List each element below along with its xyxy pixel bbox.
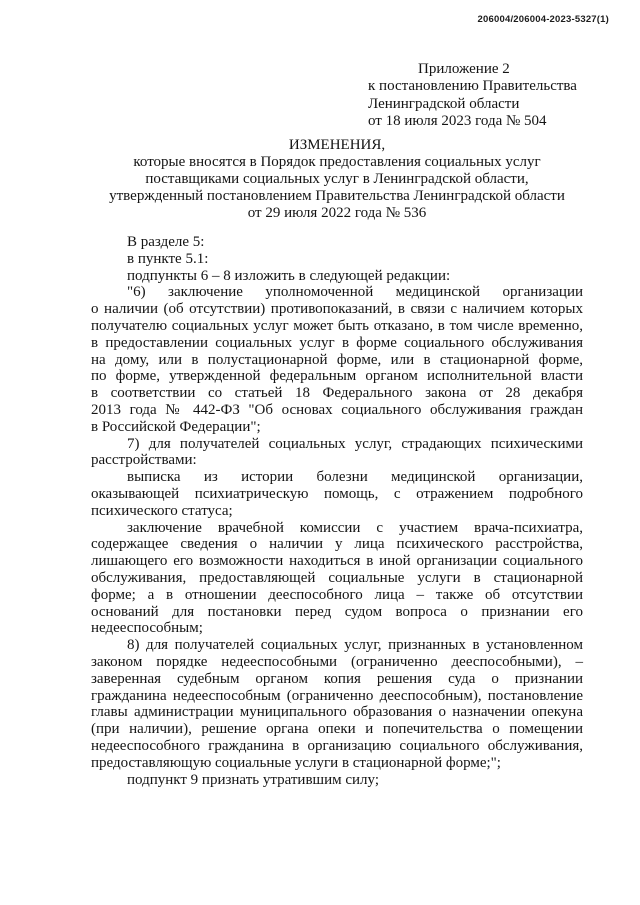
appendix-line: Ленинградской области: [368, 95, 520, 112]
appendix-number: Приложение 2: [418, 61, 510, 77]
paragraph-line: выписка из истории болезни медицинской организации,: [127, 469, 583, 486]
subpoint-6-paragraph: [91, 284, 583, 435]
paragraph-line: (при наличии), решение органа опеки и попечительства о помещении: [91, 721, 583, 738]
paragraph-line: о наличии (об отсутствии) противопоказаний, в связи с наличием которых: [91, 301, 583, 318]
subpoint-7-paragraph: [91, 436, 583, 470]
appendix-line: к постановлению Правительства: [368, 78, 577, 95]
subpoints-instruction: [91, 268, 583, 285]
medical-record-extract-paragraph: [91, 469, 583, 519]
paragraph-line: подпункты 6 – 8 изложить в следующей редакции:: [127, 267, 451, 284]
paragraph-line: получателю социальных услуг может быть отказано, в том числе временно,: [91, 317, 583, 334]
subpoint-8-paragraph: [91, 637, 583, 771]
paragraph-line: гражданина недееспособным (ограниченно дееспособным), постановление: [91, 687, 583, 704]
paragraph-line: обслуживания, предоставляющей социальные услуги в стационарной: [91, 569, 583, 586]
paragraph-line: в пункте 5.1:: [127, 250, 209, 267]
paragraph-line: законом порядке недееспособными (ограниченно дееспособными), –: [91, 653, 583, 670]
paragraph-line: в Российской Федерации";: [91, 418, 261, 435]
paragraph-line: форме; а в отношении дееспособного лица – также об отсутствии: [91, 586, 583, 603]
paragraph-line: 7) для получателей социальных услуг, страдающих психическими: [127, 435, 583, 452]
paragraph-line: по форме, утвержденной федеральным органом исполнительной власти: [91, 368, 583, 385]
appendix-date-line: от 18 июля 2023 года № 504: [368, 112, 547, 129]
document-heading: ИЗМЕНЕНИЯ,: [288, 137, 386, 153]
subtitle-line: которые вносятся в Порядок предоставления социальных услуг: [133, 154, 541, 170]
paragraph-line: недееспособным;: [91, 620, 203, 637]
paragraph-line: в предоставлении социальных услуг в форме социального обслуживания: [91, 334, 583, 351]
subtitle-line: утвержденный постановлением Правительства Ленинградской области: [109, 188, 565, 204]
subpoint-9-repeal: [91, 772, 583, 789]
appendix-reference-block: [368, 61, 577, 130]
paragraph-line: "6) заключение уполномоченной медицинской организации: [127, 284, 583, 301]
paragraph-line: недееспособного гражданина в организацию социального обслуживания,: [91, 737, 583, 754]
paragraph-line: лишающего его возможности находиться в иной организации социального: [91, 553, 583, 570]
paragraph-line: расстройствами:: [91, 452, 197, 469]
paragraph-line: оснований для постановки перед судом вопроса о признании его: [91, 603, 583, 620]
medical-commission-conclusion-paragraph: [91, 520, 583, 638]
paragraph-line: подпункт 9 признать утратившим силу;: [127, 771, 379, 788]
paragraph-line: оказывающей психиатрическую помощь, с отражением подробного: [91, 485, 583, 502]
paragraph-line: содержащее сведения о наличии у лица психического расстройства,: [91, 536, 583, 553]
paragraph-line: 8) для получателей социальных услуг, признанных в установленном: [127, 637, 583, 654]
paragraph-line: заверенная судебным органом копия решения суда о признании: [91, 670, 583, 687]
document-body: [91, 234, 583, 788]
paragraph-line: 2013 года № 442-ФЗ "Об основах социального обслуживания граждан: [91, 401, 583, 418]
subtitle-line: от 29 июля 2022 года № 536: [247, 205, 427, 221]
paragraph-line: В разделе 5:: [127, 234, 205, 250]
paragraph-line: заключение врачебной комиссии с участием врача-психиатра,: [127, 519, 583, 536]
document-title-block: [91, 137, 583, 222]
document-registration-code: 206004/206004-2023-5327(1): [477, 14, 609, 25]
paragraph-line: в соответствии со статьей 18 Федерального закона от 28 декабря: [91, 385, 583, 402]
paragraph-line: главы администрации муниципального образования о назначении опекуна: [91, 704, 583, 721]
paragraph-line: предоставляющую социальные услуги в стационарной форме;";: [91, 754, 501, 771]
section-5-intro: [91, 234, 583, 251]
paragraph-line: психического статуса;: [91, 502, 233, 519]
paragraph-line: на дому, или в полустационарной форме, или в стационарной форме,: [91, 351, 583, 368]
point-5-1-intro: [91, 251, 583, 268]
subtitle-line: поставщиками социальных услуг в Ленинградской области,: [145, 171, 529, 187]
